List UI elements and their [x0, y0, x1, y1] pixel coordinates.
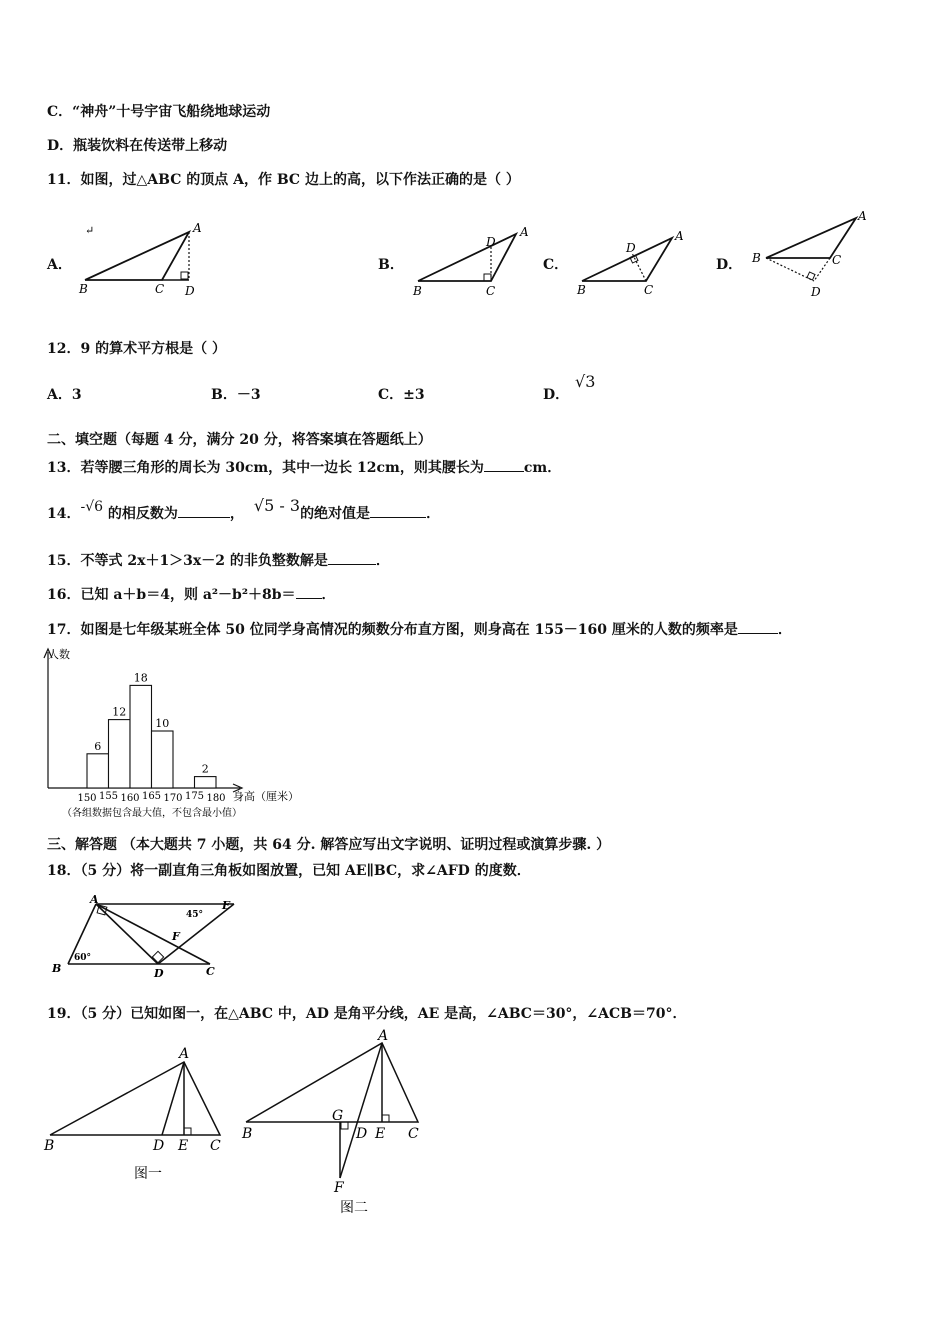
angle-45-label: 45°	[186, 910, 204, 920]
question-13	[47, 457, 561, 477]
q11-option-b-label: B．	[378, 257, 404, 273]
label-d: D	[356, 1126, 368, 1142]
q12-option-b: B．－3	[211, 387, 261, 403]
x-tick-label: 180	[206, 793, 226, 804]
label-a: A	[520, 225, 529, 239]
label-e: E	[178, 1138, 189, 1154]
q12-option-d: D．	[543, 387, 570, 403]
label-a: A	[179, 1046, 190, 1062]
label-b: B	[752, 251, 761, 265]
label-a: A	[378, 1028, 389, 1044]
bar-value-label: 10	[155, 717, 170, 730]
bar-value-label: 12	[112, 705, 127, 719]
histogram-bar	[87, 754, 109, 788]
option-c-text: C．“神舟”十号宇宙飞船绕地球运动	[47, 104, 271, 120]
label-d: D	[486, 235, 496, 249]
q17-end: ．	[777, 622, 792, 638]
x-tick-label: 175	[184, 791, 205, 802]
question-15	[47, 550, 390, 570]
histogram-bar	[130, 685, 152, 788]
triangle-abc	[418, 234, 516, 281]
question-12: 12．9 的算术平方根是（ ）	[47, 341, 226, 357]
q14-number: 14．	[47, 506, 81, 522]
label-d: D	[626, 241, 636, 255]
q14-text-b: 的绝对值是	[300, 506, 371, 522]
label-c: C	[408, 1126, 419, 1142]
label-b: B	[44, 1138, 55, 1154]
q11-figure-b	[408, 222, 538, 302]
label-c: C	[210, 1138, 221, 1154]
answer-blank	[484, 457, 524, 472]
height-histogram	[40, 644, 320, 826]
q13-unit: cm．	[523, 460, 562, 476]
y-axis-label: 人数	[48, 648, 70, 661]
figure-one-caption: 图一	[134, 1166, 162, 1182]
q11-option-c-label: C．	[543, 257, 569, 273]
q11-option-d-label: D．	[716, 257, 743, 273]
label-b: B	[52, 962, 62, 975]
answer-blank	[738, 619, 778, 634]
label-c: C	[644, 283, 654, 297]
bar-value-label: 2	[201, 762, 209, 776]
label-e: E	[222, 899, 231, 912]
label-b: B	[242, 1126, 253, 1142]
q15-end: ．	[375, 553, 390, 569]
x-axis-label: 身高（厘米）	[233, 790, 299, 803]
x-tick-label: 150	[77, 793, 97, 804]
label-d: D	[811, 285, 821, 299]
triangle-abc	[85, 232, 189, 280]
histogram-bar	[195, 777, 217, 788]
right-angle-mark	[184, 1128, 191, 1135]
right-angle-mark	[484, 274, 491, 281]
label-c: C	[206, 965, 215, 978]
x-tick-label: 165	[141, 791, 162, 802]
q14-end: ．	[426, 506, 441, 522]
q13-text: 13．若等腰三角形的周长为 30cm，其中一边长 12cm，则其腰长为	[47, 460, 484, 476]
q11-option-a-label: A．	[47, 257, 72, 273]
bar-value-label: 18	[133, 671, 148, 685]
label-c: C	[832, 253, 842, 267]
question-18: 18．（5 分）将一副直角三角板如图放置，已知 AE∥BC，求∠AFD 的度数．	[47, 863, 531, 879]
option-d-text: D．瓶装饮料在传送带上移动	[47, 138, 228, 154]
label-a: A	[193, 221, 202, 235]
histogram-bar	[152, 731, 174, 788]
q11-figure-d	[748, 206, 878, 306]
question-14	[47, 496, 441, 523]
q12-option-c: C．±3	[378, 387, 425, 403]
label-a: A	[858, 209, 867, 223]
x-tick-label: 155	[98, 791, 119, 802]
q11-figure-a	[75, 218, 215, 300]
label-c: C	[155, 282, 165, 296]
q19-figure-two	[236, 1030, 446, 1220]
label-f: F	[334, 1180, 344, 1196]
triangle-abc	[766, 218, 856, 258]
extension-line	[814, 258, 830, 281]
q12-option-a: A．3	[47, 387, 82, 403]
answer-blank-1	[178, 503, 230, 518]
q14-comma: ，	[229, 506, 244, 522]
question-17	[47, 619, 792, 639]
neg-sqrt6-expression: -√6	[80, 499, 104, 515]
histogram-note: （各组数据包含最大值，不包含最小值）	[62, 808, 242, 819]
label-b: B	[577, 283, 586, 297]
right-angle-mark-e	[382, 1115, 389, 1122]
label-d: D	[153, 1138, 165, 1154]
q14-text-a: 的相反数为	[107, 506, 178, 522]
sqrt3-expression: √3	[575, 372, 596, 391]
q16-text: 16．已知 a＋b＝4，则 a²－b²＋8b＝	[47, 587, 296, 603]
label-f: F	[172, 930, 180, 943]
right-angle-mark	[807, 272, 815, 280]
label-d: D	[185, 284, 195, 298]
q19-figure-one	[40, 1040, 240, 1190]
q15-text: 15．不等式 2x＋1＞3x－2 的非负整数解是	[47, 553, 328, 569]
label-c: C	[486, 284, 496, 298]
label-e: E	[375, 1126, 386, 1142]
label-g: G	[332, 1108, 344, 1124]
x-tick-label: 160	[120, 793, 140, 804]
section-3-heading: 三、解答题 （本大题共 7 小题，共 64 分. 解答应写出文字说明、证明过程或演算步骤. ）	[47, 837, 611, 853]
triangle-abc	[50, 1062, 220, 1135]
q16-end: ．	[321, 587, 336, 603]
label-b: B	[413, 284, 422, 298]
height-line	[632, 253, 646, 281]
question-19: 19．（5 分）已知如图一，在△ABC 中，AD 是角平分线，AE 是高，∠ABC＝30°，∠ACB＝70°．	[47, 1006, 687, 1022]
label-d: D	[154, 967, 164, 980]
label-a: A	[675, 229, 684, 243]
label-b: B	[79, 282, 88, 296]
answer-blank	[328, 550, 376, 565]
label-a: A	[90, 893, 99, 906]
figure-two-caption: 图二	[340, 1200, 368, 1216]
question-11: 11．如图，过△ABC 的顶点 A，作 BC 边上的高，以下作法正确的是（ ）	[47, 172, 520, 188]
right-angle-mark	[181, 272, 188, 279]
angle-60-label: 60°	[74, 953, 92, 963]
x-tick-label: 170	[163, 793, 183, 804]
question-16	[47, 584, 336, 604]
sqrt5-minus-3-expression: √5 - 3	[253, 496, 301, 515]
histogram-bar	[109, 720, 131, 788]
q11-figure-c	[570, 226, 690, 301]
bar-value-label: 6	[94, 739, 102, 753]
answer-blank-2	[370, 503, 426, 518]
section-2-heading: 二、填空题（每题 4 分，满分 20 分，将答案填在答题纸上）	[47, 432, 432, 448]
return-mark: ↵	[85, 224, 95, 237]
answer-blank	[296, 584, 322, 599]
q17-text: 17．如图是七年级某班全体 50 位同学身高情况的频数分布直方图，则身高在 155－160 厘米的人数的频率是	[47, 622, 738, 638]
q18-triangle-figure	[48, 893, 248, 983]
